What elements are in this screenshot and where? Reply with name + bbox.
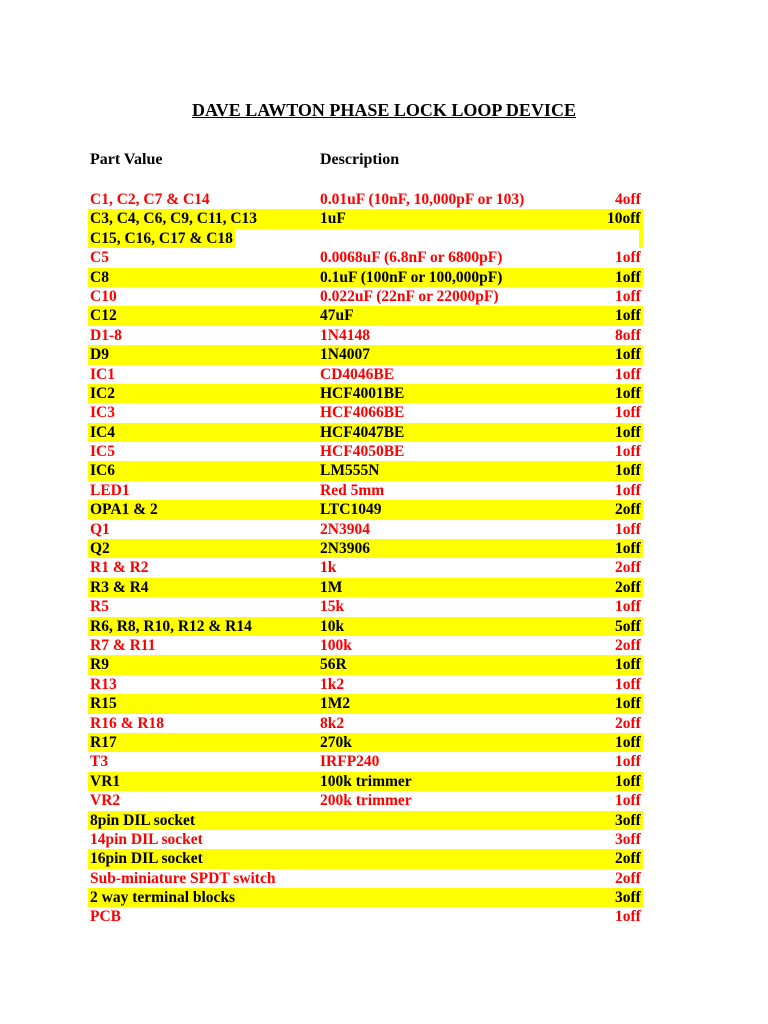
quantity-cell: 1off (615, 423, 641, 441)
quantity-cell: 1off (615, 908, 641, 926)
part-cell: C12 (90, 307, 117, 325)
quantity-cell: 1off (615, 307, 641, 325)
quantity-cell: 1off (615, 346, 641, 364)
quantity-cell: 2off (615, 850, 641, 868)
description-cell: 100k (320, 636, 352, 654)
description-cell (318, 229, 322, 248)
part-cell: D9 (90, 346, 109, 364)
description-cell: CD4046BE (320, 365, 395, 383)
part-cell: C1, C2, C7 & C14 (90, 191, 210, 208)
quantity-cell: 1off (615, 365, 641, 383)
part-cell: IC2 (90, 384, 115, 402)
quantity-cell (639, 229, 643, 248)
description-cell: HCF4050BE (320, 443, 405, 461)
part-cell: R15 (90, 695, 117, 713)
quantity-cell: 1off (615, 792, 641, 810)
quantity-cell: 1off (615, 540, 641, 558)
quantity-cell: 4off (615, 191, 641, 208)
part-cell: IC4 (90, 423, 115, 441)
quantity-cell: 8off (615, 326, 641, 344)
description-cell: 1M (320, 578, 343, 596)
quantity-cell: 1off (615, 656, 641, 674)
quantity-cell: 1off (615, 753, 641, 771)
quantity-cell: 1off (615, 733, 641, 751)
description-cell: IRFP240 (320, 753, 380, 771)
description-cell: 0.022uF (22nF or 22000pF) (320, 287, 499, 305)
part-cell: C8 (90, 268, 109, 286)
quantity-cell: 3off (615, 889, 641, 907)
description-cell: 200k trimmer (320, 792, 412, 810)
description-cell: 1M2 (320, 695, 351, 713)
quantity-cell: 2off (615, 869, 641, 887)
part-cell: C10 (90, 287, 117, 305)
row-highlight (88, 655, 643, 674)
description-cell: Red 5mm (320, 481, 385, 499)
description-cell: 56R (320, 656, 347, 674)
description-cell: 1k (320, 559, 337, 577)
description-cell: LM555N (320, 462, 380, 480)
quantity-cell: 1off (615, 695, 641, 713)
description-cell: 1N4007 (320, 346, 370, 364)
part-cell: R17 (90, 733, 117, 751)
part-cell: Q2 (90, 540, 110, 558)
description-cell: 1uF (320, 210, 346, 228)
part-cell: VR1 (90, 772, 121, 790)
description-cell (318, 907, 322, 926)
part-cell: R5 (90, 598, 109, 616)
quantity-cell: 1off (615, 772, 641, 790)
quantity-cell: 2off (615, 714, 641, 732)
part-cell: IC3 (90, 404, 115, 422)
description-cell: HCF4066BE (320, 404, 405, 422)
quantity-cell: 1off (615, 249, 641, 267)
part-cell: R13 (90, 675, 117, 693)
description-cell: 8k2 (320, 714, 345, 732)
quantity-cell: 1off (615, 443, 641, 461)
description-cell: HCF4047BE (320, 423, 405, 441)
part-cell: 8pin DIL socket (90, 811, 196, 829)
description-cell: 15k (320, 598, 345, 616)
part-cell: LED1 (90, 481, 130, 499)
description-cell: 47uF (320, 307, 354, 325)
part-cell: R9 (90, 656, 109, 674)
description-cell: 0.01uF (10nF, 10,000pF or 103) (320, 191, 525, 208)
part-cell: C15, C16, C17 & C18 (90, 229, 233, 247)
description-cell: 0.1uF (100nF or 100,000pF) (320, 268, 503, 286)
quantity-cell: 2off (615, 559, 641, 577)
part-cell: C3, C4, C6, C9, C11, C13 (90, 210, 258, 228)
part-cell: R6, R8, R10, R12 & R14 (90, 617, 252, 635)
description-cell (318, 830, 322, 849)
quantity-cell: 2off (615, 636, 641, 654)
row-highlight (88, 733, 643, 752)
part-cell: R16 & R18 (90, 714, 165, 732)
description-cell: HCF4001BE (320, 384, 405, 402)
part-cell: IC1 (90, 365, 115, 383)
description-cell: 2N3904 (320, 520, 370, 538)
part-cell: R7 & R11 (90, 636, 156, 654)
quantity-cell: 1off (615, 384, 641, 402)
quantity-cell: 5off (615, 617, 641, 635)
description-cell: 1k2 (320, 675, 345, 693)
quantity-cell: 10off (607, 210, 641, 228)
part-cell: D1-8 (90, 326, 122, 344)
part-cell: 2 way terminal blocks (90, 889, 236, 907)
description-cell (318, 888, 322, 907)
part-cell: C5 (90, 249, 109, 267)
description-cell: 0.0068uF (6.8nF or 6800pF) (320, 249, 503, 267)
part-cell: R3 & R4 (90, 578, 149, 596)
part-cell: PCB (90, 908, 121, 926)
quantity-cell: 3off (615, 830, 641, 848)
quantity-cell: 1off (615, 462, 641, 480)
part-cell: VR2 (90, 792, 121, 810)
description-cell (318, 811, 322, 830)
part-cell: OPA1 & 2 (90, 501, 158, 519)
part-cell: R1 & R2 (90, 559, 149, 577)
part-cell: IC5 (90, 443, 115, 461)
row-highlight (88, 578, 643, 597)
quantity-cell: 2off (615, 501, 641, 519)
description-cell: 1N4148 (320, 326, 370, 344)
quantity-cell: 1off (615, 287, 641, 305)
quantity-cell: 1off (615, 404, 641, 422)
row-highlight (88, 694, 643, 713)
part-cell: Sub-miniature SPDT switch (90, 869, 276, 887)
part-cell: Q1 (90, 520, 110, 538)
part-cell: T3 (90, 753, 109, 771)
quantity-cell: 1off (615, 268, 641, 286)
quantity-cell: 3off (615, 811, 641, 829)
quantity-cell: 1off (615, 520, 641, 538)
description-cell: 10k (320, 617, 345, 635)
description-cell (318, 869, 322, 888)
row-highlight (88, 306, 643, 325)
description-cell: LTC1049 (320, 501, 382, 519)
quantity-cell: 1off (615, 598, 641, 616)
description-cell (318, 849, 322, 868)
description-cell: 100k trimmer (320, 772, 412, 790)
quantity-cell: 2off (615, 578, 641, 596)
description-header: Description (320, 151, 400, 168)
quantity-cell: 1off (615, 675, 641, 693)
quantity-cell: 1off (615, 481, 641, 499)
description-cell: 270k (320, 733, 352, 751)
description-cell: 2N3906 (320, 540, 370, 558)
document-title: DAVE LAWTON PHASE LOCK LOOP DEVICE (192, 100, 576, 120)
part-value-header: Part Value (90, 151, 163, 168)
part-cell: 14pin DIL socket (90, 830, 203, 848)
part-cell: 16pin DIL socket (90, 850, 203, 868)
part-cell: IC6 (90, 462, 115, 480)
